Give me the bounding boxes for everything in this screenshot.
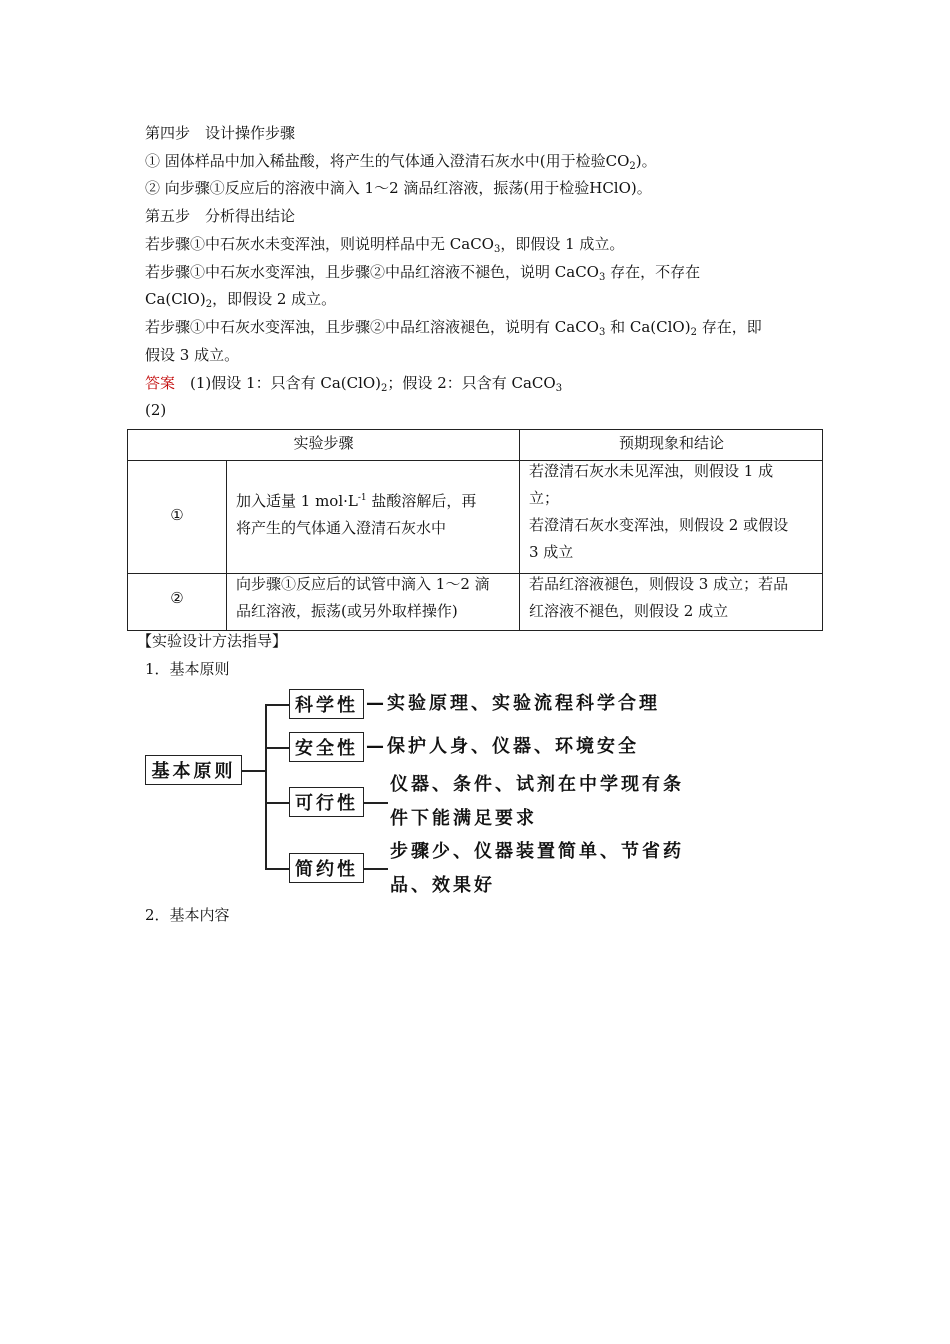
header-result: 预期现象和结论	[618, 434, 724, 452]
branch-simplicity: 简约性	[289, 853, 364, 883]
branch-scientific-desc: —实验原理、实验流程科学合理	[366, 693, 660, 714]
step4-item1: ① 固体样品中加入稀盐酸，将产生的气体通入澄清石灰水中(用于检验$CO_2$)。	[145, 152, 657, 172]
step5-conclusion2-cont: $Ca(ClO)_2$，即假设 2 成立。	[145, 290, 337, 310]
branch-simplicity-desc2: 品、效果好	[390, 875, 495, 896]
row2-num: ②	[170, 589, 184, 607]
branch-safety: 安全性	[289, 732, 364, 762]
root-box: 基本原则	[145, 755, 242, 785]
row1-num: ①	[170, 506, 184, 524]
step5-conclusion2: 若步骤①中石灰水变浑浊，且步骤②中品红溶液不褪色，说明 CaCO$_3$ 存在，不存在	[145, 263, 701, 283]
section1-title: 1．基本原则	[145, 660, 230, 678]
step5-heading: 第五步 分析得出结论	[145, 207, 296, 225]
step4-item2: ② 向步骤①反应后的溶液中滴入 1～2 滴品红溶液，振荡(用于检验HClO)。	[145, 179, 652, 197]
step5-conclusion3-cont: 假设 3 成立。	[145, 346, 240, 364]
header-steps: 实验步骤	[293, 434, 354, 452]
row1-result: 若澄清石灰水未见浑浊，则假设 1 成 立； 若澄清石灰水变浑浊，则假设 2 或假设 3 成立	[529, 462, 789, 561]
step4-heading: 第四步 设计操作步骤	[145, 124, 296, 142]
section2-title: 2．基本内容	[145, 906, 230, 924]
answer-line: 答案 (1)假设 1：只含有 $Ca(ClO)_2$；假设 2：只含有 CaCO$_3$	[145, 374, 563, 394]
experiment-table	[127, 429, 823, 631]
branch-feasibility-desc2: 件下能满足要求	[390, 808, 537, 829]
branch-scientific: 科学性	[289, 689, 364, 719]
row1-step: 加入适量 1 $mol\cdot L^{-1}$ 盐酸溶解后，再 将产生的气体通入澄清石灰水中	[236, 492, 477, 537]
step5-conclusion1: 若步骤①中石灰水未变浑浊，则说明样品中无 CaCO$_3$，即假设 1 成立。	[145, 235, 625, 255]
step5-conclusion3: 若步骤①中石灰水变浑浊，且步骤②中品红溶液褪色，说明有 CaCO$_3$ 和 $Ca(ClO)_2$ 存在，即	[145, 318, 762, 338]
branch-simplicity-desc1: 步骤少、仪器装置简单、节省药	[390, 841, 684, 862]
row2-result: 若品红溶液褪色，则假设 3 成立；若品 红溶液不褪色，则假设 2 成立	[529, 575, 789, 620]
branch-feasibility-desc1: 仪器、条件、试剂在中学现有条	[390, 774, 684, 795]
guide-heading: 【实验设计方法指导】	[137, 632, 288, 650]
answer-label: 答案	[145, 374, 176, 392]
row2-step: 向步骤①反应后的试管中滴入 1～2 滴 品红溶液，振荡(或另外取样操作)	[236, 575, 490, 620]
answer-part2: (2)	[145, 401, 167, 419]
branch-safety-desc: —保护人身、仪器、环境安全	[366, 736, 639, 757]
branch-feasibility: 可行性	[289, 787, 364, 817]
